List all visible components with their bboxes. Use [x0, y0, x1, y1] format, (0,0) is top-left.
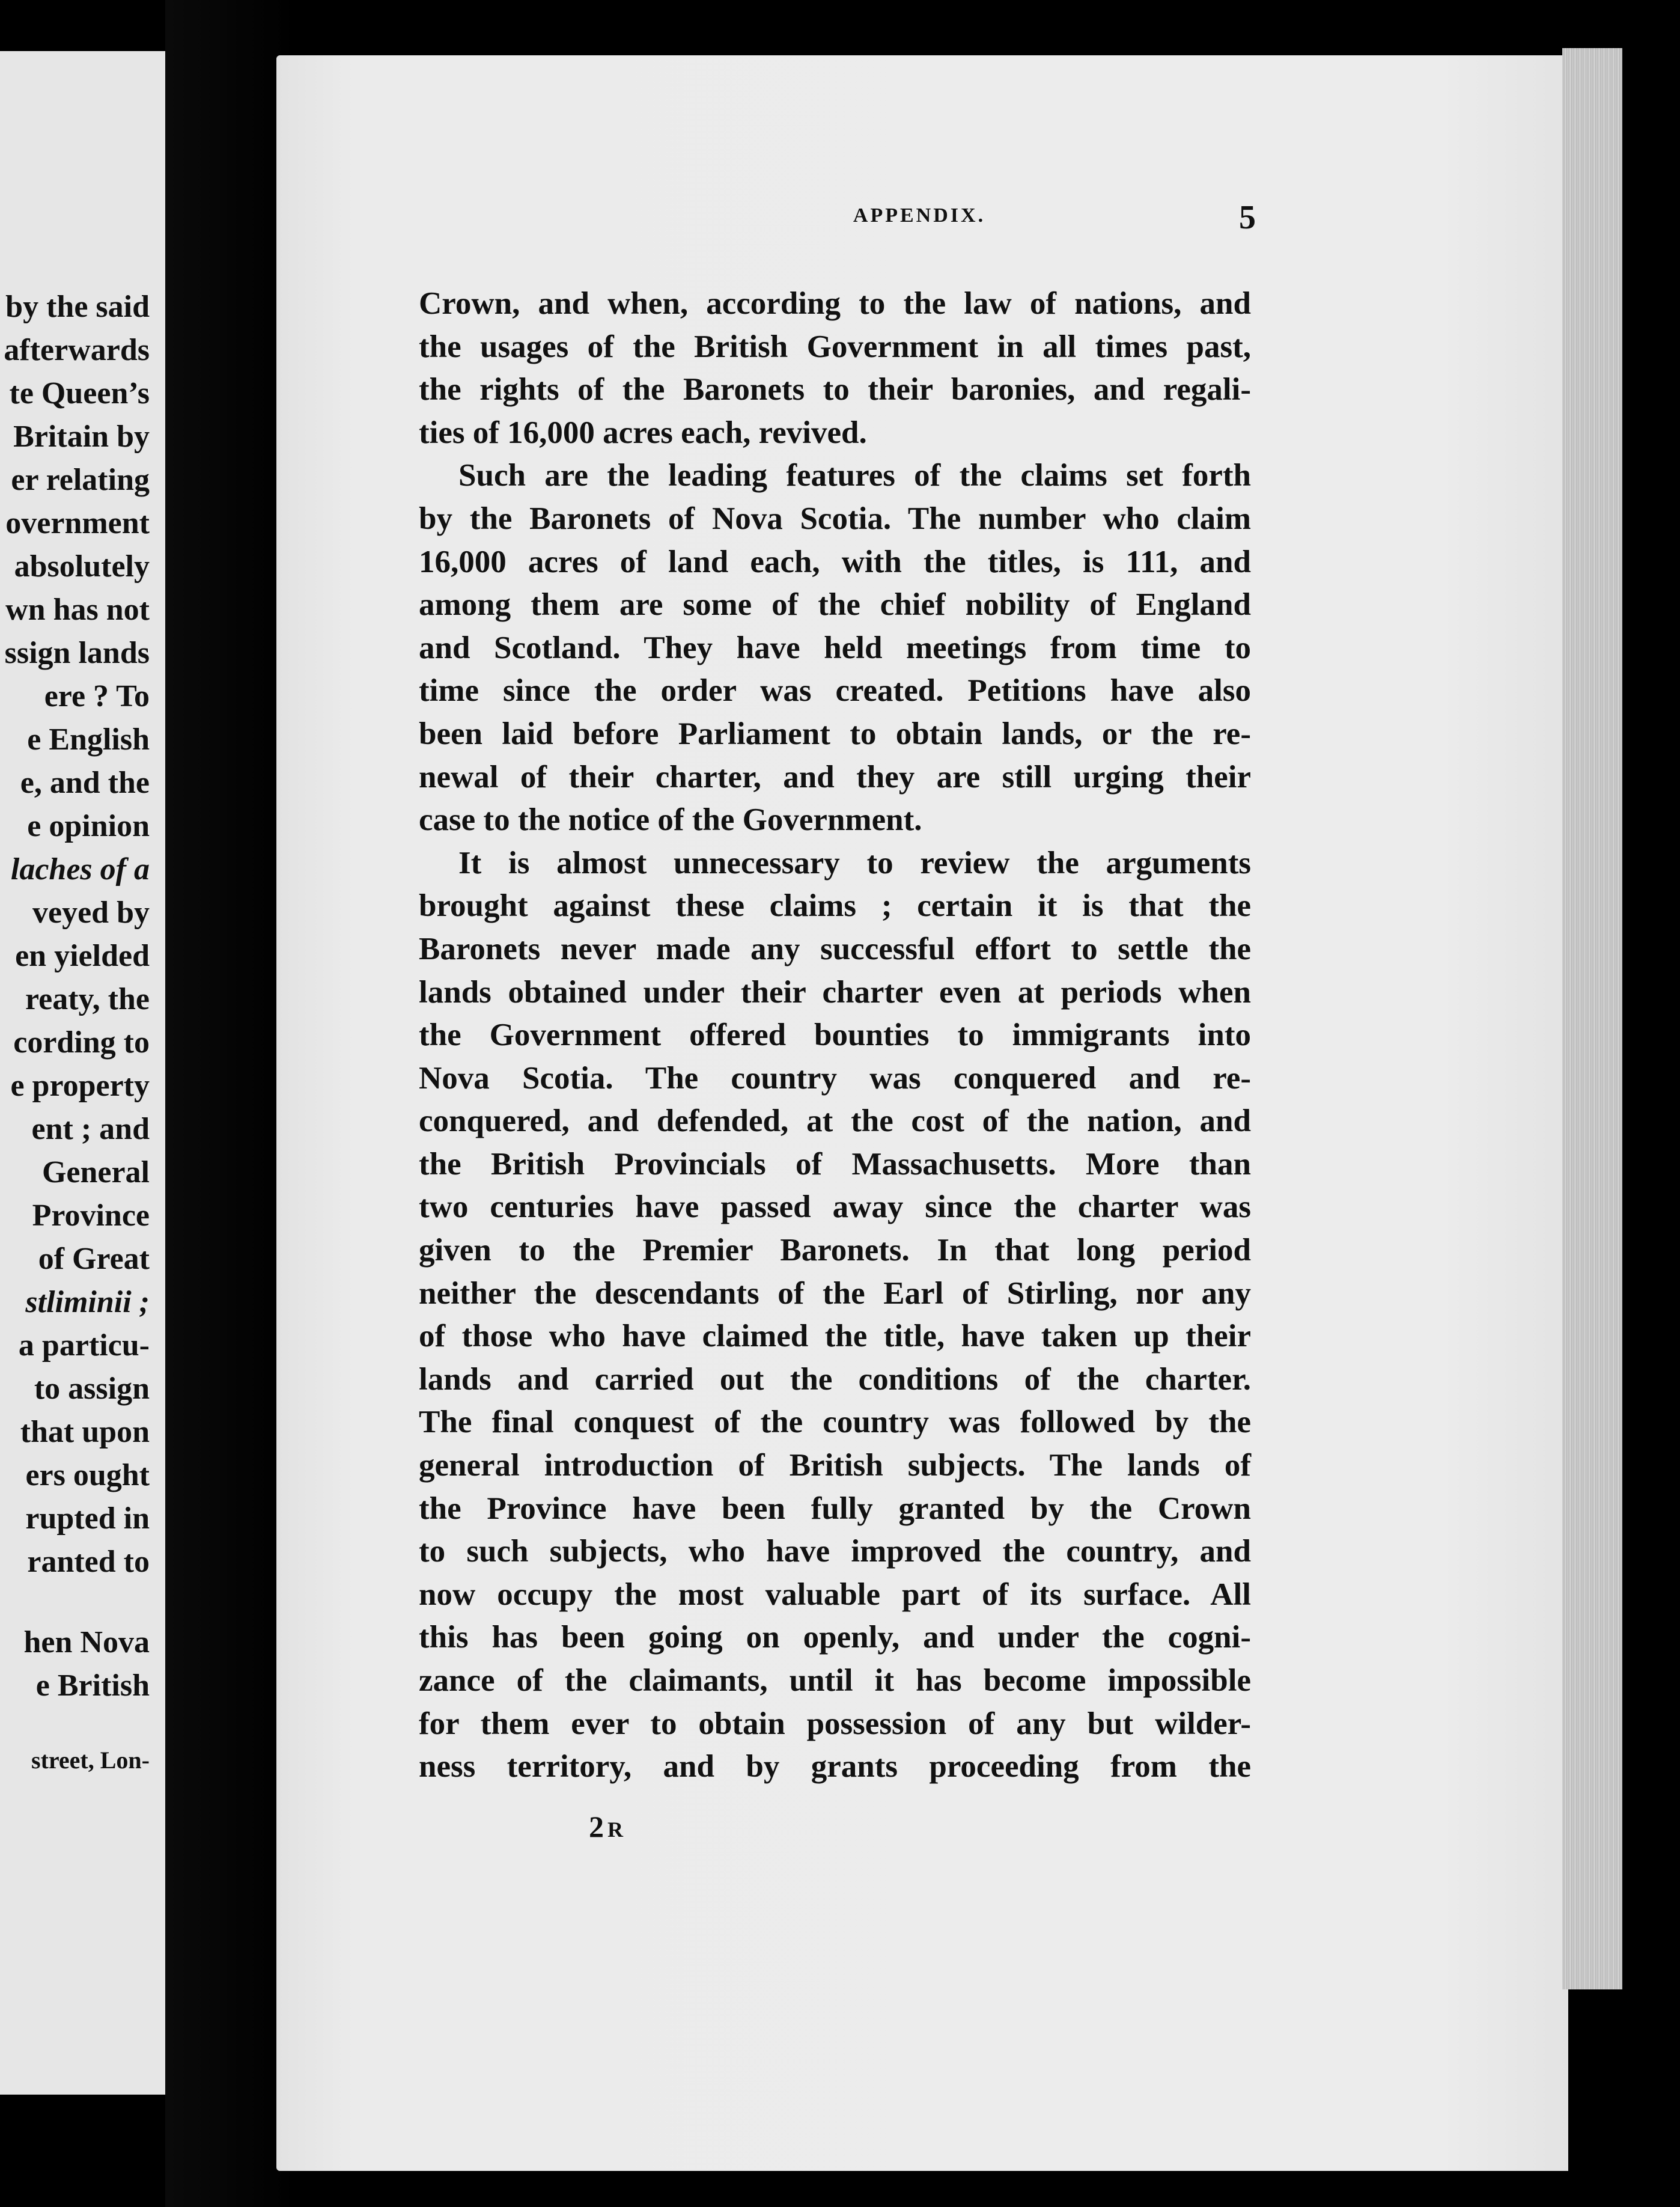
previous-page-line: a particu- [18, 1328, 150, 1363]
text-line: brought against these claims ; certain it is that the [419, 888, 1251, 924]
previous-page-line: e property [10, 1069, 150, 1103]
previous-page-line: rupted in [25, 1501, 150, 1536]
previous-page-line: ssign lands [4, 636, 150, 670]
previous-page-line: stliminii ; [25, 1285, 150, 1319]
previous-page-line: cording to [13, 1025, 150, 1060]
previous-page-line: veyed by [32, 896, 150, 930]
previous-page-line: e English [27, 722, 150, 757]
text-line: zance of the claimants, until it has become impossible [419, 1663, 1251, 1698]
previous-page-line: ranted to [27, 1545, 150, 1579]
text-line: two centuries have passed away since the charter was [419, 1189, 1251, 1225]
printer-signature-mark [589, 1809, 661, 1844]
signature-letter: R [607, 1818, 627, 1842]
text-line: for them ever to obtain possession of any but wilder- [419, 1706, 1251, 1741]
previous-page-line: absolutely [14, 549, 150, 584]
text-line: the Province have been fully granted by the Crown [419, 1491, 1251, 1526]
previous-page-line: e opinion [27, 809, 150, 843]
page-body-text [419, 282, 1251, 1789]
previous-page-line: that upon [20, 1415, 150, 1449]
previous-page-text [0, 285, 150, 1774]
previous-page-line: afterwards [4, 333, 150, 367]
previous-page-line: to assign [34, 1372, 150, 1406]
text-line: of those who have claimed the title, have taken up their [419, 1319, 1251, 1354]
text-line: ness territory, and by grants proceeding from the [419, 1749, 1251, 1784]
text-line: the usages of the British Government in all times past, [419, 329, 1251, 364]
previous-page-line: wn has not [5, 593, 150, 627]
page-number: 5 [1239, 199, 1256, 236]
text-line: to such subjects, who have improved the country, and [419, 1534, 1251, 1569]
text-line: conquered, and defended, at the cost of the nation, and [419, 1104, 1251, 1139]
previous-page-line: of Great [38, 1242, 150, 1276]
previous-page-line: er relating [11, 463, 150, 497]
running-head: APPENDIX. [853, 204, 986, 227]
previous-page-line: Province [32, 1198, 150, 1233]
previous-page-line: overnment [5, 506, 150, 540]
previous-page-line: e British [35, 1668, 150, 1703]
text-line: now occupy the most valuable part of its surface. All [419, 1577, 1251, 1612]
previous-page-line: laches of a [10, 852, 150, 887]
previous-page-line: ent ; and [31, 1112, 150, 1146]
text-line: the rights of the Baronets to their baronies, and regali- [419, 372, 1251, 408]
previous-page-footnote: street, Lon- [31, 1747, 150, 1774]
text-line: lands obtained under their charter even at periods when [419, 974, 1251, 1010]
previous-page-line: by the said [5, 290, 150, 324]
previous-page-line: reaty, the [25, 982, 150, 1016]
edge-shadow [1622, 48, 1680, 2207]
text-line: ties of 16,000 acres each, revived. [419, 415, 867, 450]
text-line: and Scotland. They have held meetings from time to [419, 630, 1251, 665]
signature-number: 2 [589, 1810, 607, 1843]
text-line: The final conquest of the country was followed by the [419, 1405, 1251, 1440]
previous-page-line: General [41, 1155, 150, 1189]
text-line: this has been going on openly, and under the cogni- [419, 1620, 1251, 1655]
previous-page-line: en yielded [15, 939, 150, 973]
text-line: Crown, and when, according to the law of nations, and [419, 286, 1251, 321]
page-edges [1562, 48, 1622, 1989]
previous-page-line: Britain by [13, 420, 150, 454]
text-line: the British Provincials of Massachusetts. More than [419, 1146, 1251, 1182]
text-line: It is almost unnecessary to review the arguments [458, 845, 1251, 881]
text-line: general introduction of British subjects. The lands of [419, 1448, 1251, 1483]
text-line: newal of their charter, and they are still urging their [419, 759, 1251, 795]
text-line: Nova Scotia. The country was conquered and re- [419, 1060, 1251, 1096]
text-line: case to the notice of the Government. [419, 802, 922, 838]
text-line: Such are the leading features of the claims set forth [458, 458, 1251, 493]
text-line: given to the Premier Baronets. In that long period [419, 1233, 1251, 1268]
text-line: been laid before Parliament to obtain lands, or the re- [419, 716, 1251, 751]
text-line: time since the order was created. Petitions have also [419, 673, 1251, 709]
previous-page-line: e, and the [20, 766, 150, 800]
text-line: among them are some of the chief nobility of England [419, 587, 1251, 623]
previous-page-line: ers ought [25, 1458, 150, 1492]
previous-page-fragment [0, 51, 165, 2095]
text-line: lands and carried out the conditions of the charter. [419, 1361, 1251, 1397]
previous-page-line: ere ? To [44, 679, 150, 713]
text-line: the Government offered bounties to immigrants into [419, 1018, 1251, 1053]
previous-page-line: te Queen’s [9, 376, 150, 411]
text-line: 16,000 acres of land each, with the titles, is 111, and [419, 544, 1251, 579]
text-line: neither the descendants of the Earl of Stirling, nor any [419, 1275, 1251, 1311]
text-line: by the Baronets of Nova Scotia. The number who claim [419, 501, 1251, 536]
text-line: Baronets never made any successful effort to settle the [419, 931, 1251, 966]
previous-page-line: hen Nova [23, 1625, 150, 1659]
